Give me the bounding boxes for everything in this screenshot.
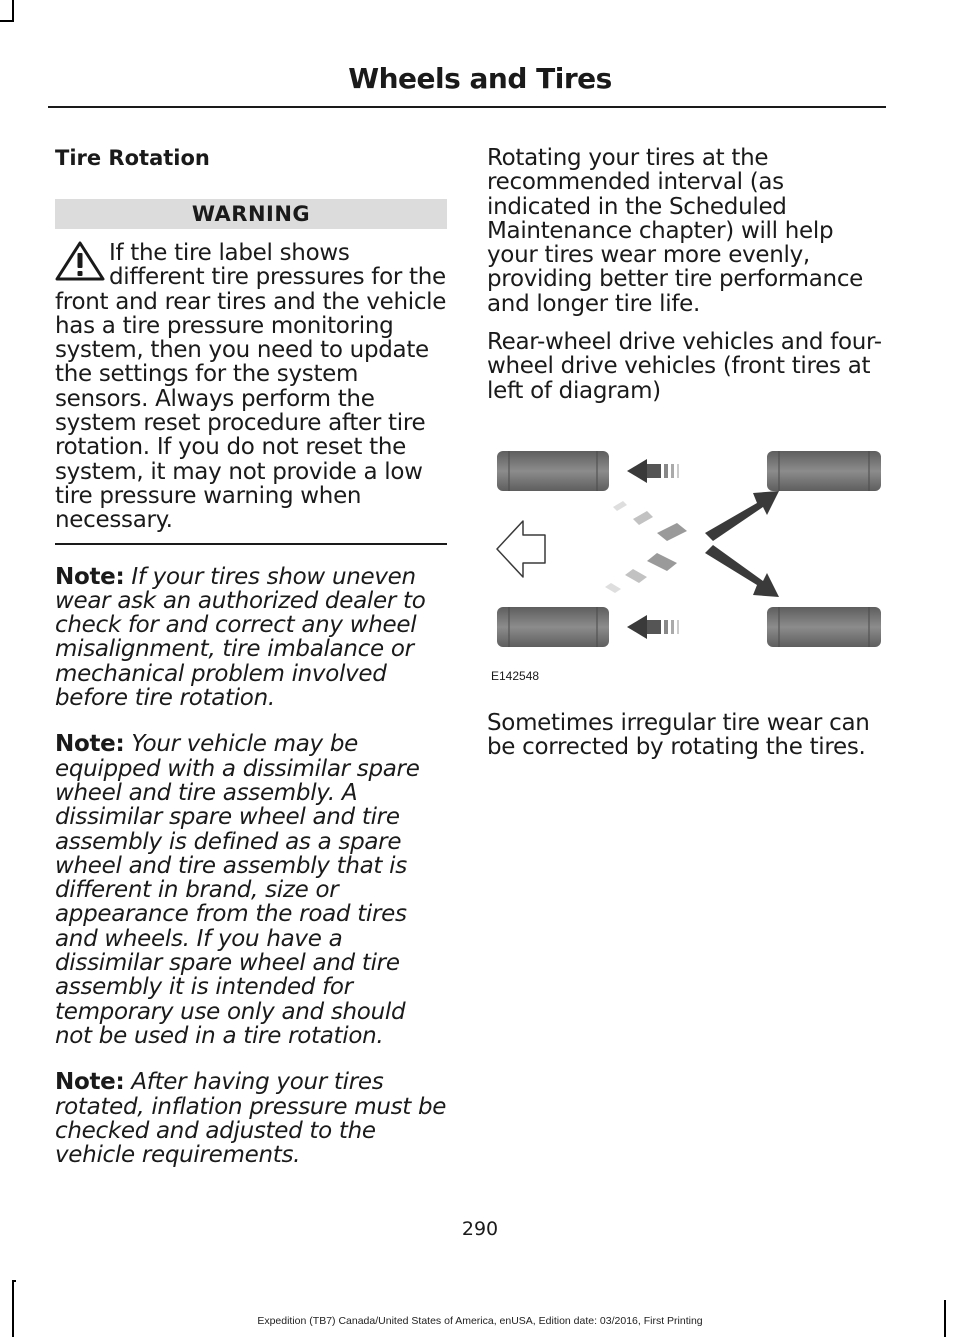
rotation-interval-text: Rotating your tires at the recommended interval (as indicated in the Scheduled Maintenance chapter) will help your tires wear more evenly, providing better tire performance and longer tire life. (487, 145, 864, 317)
warning-triangle-icon (55, 241, 105, 281)
arrow-front-to-rear-top (627, 459, 679, 483)
note-text: After having your tires rotated, inflation pressure must be checked and adjusted to the vehicle requirements. (55, 1069, 447, 1169)
note-paragraph (55, 565, 447, 711)
arrow-cross-down (705, 545, 779, 597)
figure-code: E142548 (491, 668, 540, 683)
note-paragraph (55, 1070, 447, 1167)
arrow-front-to-rear-bottom (627, 615, 679, 639)
crop-mark (0, 20, 14, 22)
tire-rear-right (767, 607, 881, 647)
tire-rotation-diagram (487, 441, 885, 699)
note-label: Note: (55, 563, 125, 590)
note-text: Your vehicle may be equipped with a dissimilar spare wheel and tire assembly. A dissimilar spare wheel and tire assembly is defined as a spare wheel and tire assembly that is different in brand, size or appearance from the road tires and wheels. If you have a dissimilar spare wheel and tire assembly it is intended for temporary use only and should not be used in a tire rotation. (55, 731, 420, 1049)
crop-mark (12, 1280, 16, 1282)
left-column (55, 146, 447, 1167)
crop-mark (12, 0, 14, 20)
drive-type-text: Rear-wheel drive vehicles and four-wheel drive vehicles (front tires at left of diagram) (487, 329, 882, 404)
warning-label: WARNING (55, 199, 447, 229)
crop-mark (12, 1280, 14, 1337)
page-number: 290 (461, 1218, 499, 1240)
note-label: Note: (55, 1069, 125, 1096)
trail-upper (613, 501, 687, 541)
header-rule (48, 106, 886, 108)
tire-rear-left (767, 451, 881, 491)
warning-rule (55, 543, 447, 545)
section-title: Tire Rotation (55, 146, 210, 170)
arrow-cross-up (705, 491, 779, 541)
trail-lower (605, 553, 677, 593)
warning-block (55, 241, 447, 533)
right-column (487, 146, 885, 774)
tire-front-left (497, 451, 609, 491)
irregular-wear-text: Sometimes irregular tire wear can be corrected by rotating the tires. (487, 709, 870, 761)
page-header-title: Wheels and Tires (348, 62, 612, 95)
tire-rotation-svg (487, 441, 885, 671)
tire-front-right (497, 607, 609, 647)
warning-text: If the tire label shows different tire pressures for the front and rear tires and the vehicle has a tire pressure monitoring system, then you need to update the settings for the system sensors. Always perform the system reset procedure after tire rotation. If you do not reset the system, it may not provide a low tire pressure warning when necessary. (55, 240, 447, 534)
note-text: If your tires show uneven wear ask an authorized dealer to check for and correct any wheel misalignment, tire imbalance or mechanical problem involved before tire rotation. (55, 563, 426, 712)
note-label: Note: (55, 731, 125, 758)
note-paragraph (55, 732, 447, 1048)
direction-arrow-icon (497, 521, 545, 577)
footer-edition-text: Expedition (TB7) Canada/United States of America, enUSA, Edition date: 03/2016, First Printing (257, 1315, 703, 1327)
